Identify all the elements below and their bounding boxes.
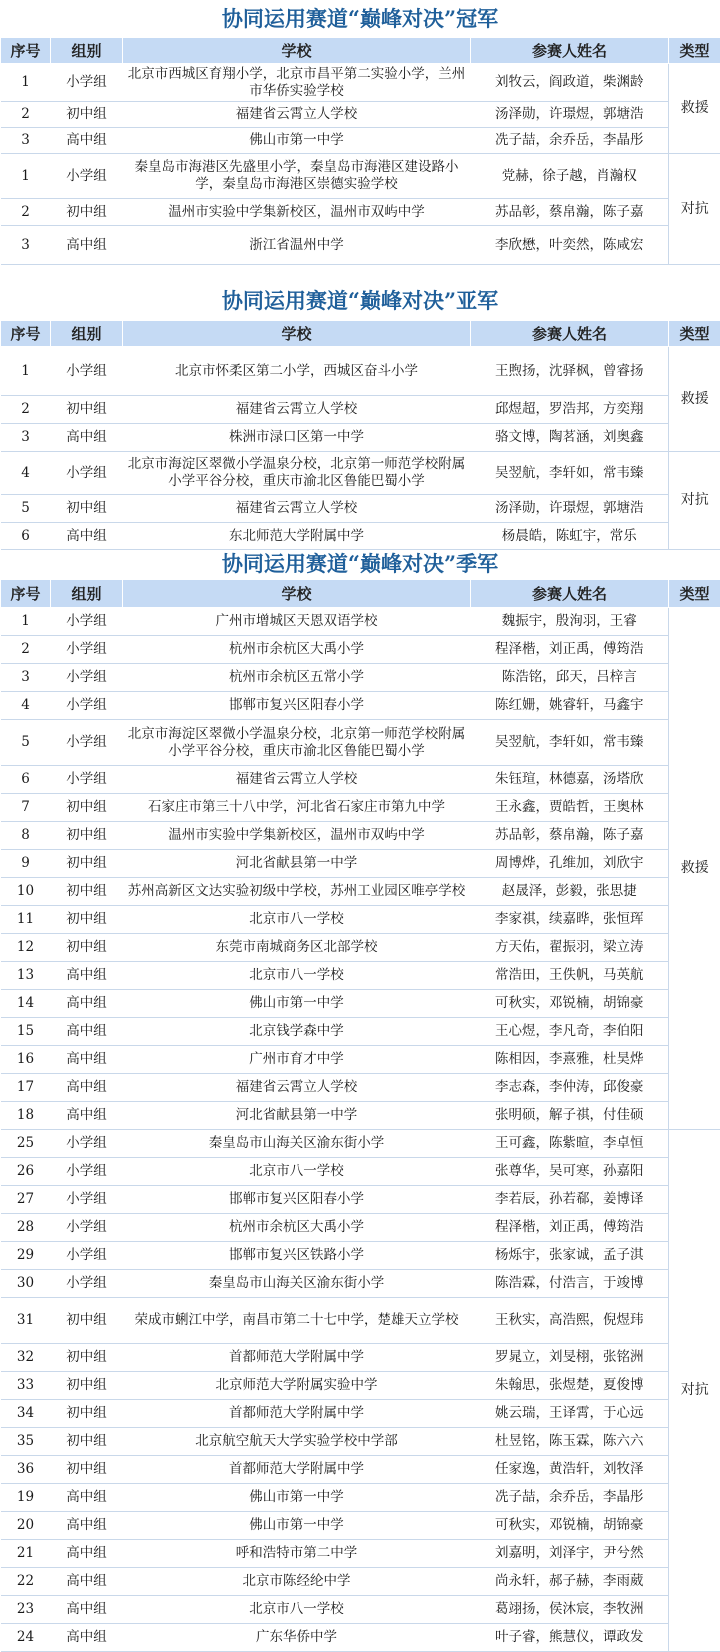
row-index: 29 (1, 1242, 51, 1270)
row-index: 10 (1, 878, 51, 906)
row-school: 福建省云霄立人学校 (123, 102, 471, 128)
row-index: 20 (1, 1512, 51, 1540)
row-group: 小学组 (51, 1214, 123, 1242)
row-index: 23 (1, 1596, 51, 1624)
row-index: 3 (1, 128, 51, 154)
row-group: 初中组 (51, 495, 123, 523)
table-row (1, 1018, 720, 1046)
header-group: 组别 (51, 580, 123, 608)
type-confrontation: 对抗 (669, 1130, 720, 1652)
row-school: 广东华侨中学 (123, 1624, 471, 1652)
row-participants: 王心煜，李凡奇，李伯阳 (471, 1018, 669, 1046)
row-school: 石家庄市第三十八中学，河北省石家庄市第九中学 (123, 794, 471, 822)
section-title: 协同运用赛道“巅峰对决”亚军 (0, 282, 720, 320)
header-school: 学校 (123, 580, 471, 608)
row-group: 小学组 (51, 1130, 123, 1158)
table-row (1, 1372, 720, 1400)
table-row (1, 692, 720, 720)
row-index: 22 (1, 1568, 51, 1596)
row-school: 北京市海淀区翠微小学温泉分校，北京第一师范学校附属小学平谷分校，重庆市渝北区鲁能巴蜀小学 (123, 452, 471, 495)
row-index: 1 (1, 154, 51, 199)
row-school: 佛山市第一中学 (123, 1484, 471, 1512)
row-index: 1 (1, 347, 51, 396)
table-row (1, 1624, 720, 1652)
row-group: 高中组 (51, 962, 123, 990)
table-row (1, 1456, 720, 1484)
row-participants: 叶子睿，熊慧仪，谭政发 (471, 1624, 669, 1652)
row-index: 27 (1, 1186, 51, 1214)
row-index: 3 (1, 226, 51, 265)
row-participants: 王可鑫，陈紫暄，李卓恒 (471, 1130, 669, 1158)
row-index: 6 (1, 523, 51, 550)
header-group: 组别 (51, 321, 123, 347)
row-school: 浙江省温州中学 (123, 226, 471, 265)
row-group: 初中组 (51, 850, 123, 878)
row-participants: 周博烨，孔维加，刘欣宇 (471, 850, 669, 878)
row-index: 36 (1, 1456, 51, 1484)
type-confrontation: 对抗 (669, 452, 720, 550)
row-group: 小学组 (51, 1242, 123, 1270)
row-participants: 朱钰瑄，林德嘉，汤塔欣 (471, 766, 669, 794)
table-row (1, 1158, 720, 1186)
row-group: 初中组 (51, 199, 123, 226)
row-school: 广州市育才中学 (123, 1046, 471, 1074)
row-group: 高中组 (51, 128, 123, 154)
row-school: 首都师范大学附属中学 (123, 1400, 471, 1428)
row-participants: 王秋实，高浩熙，倪煜玮 (471, 1298, 669, 1344)
section-title: 协同运用赛道“巅峰对决”冠军 (0, 0, 720, 37)
row-school: 秦皇岛市山海关区渝东街小学 (123, 1130, 471, 1158)
row-index: 3 (1, 424, 51, 452)
row-group: 初中组 (51, 1428, 123, 1456)
header-participants: 参赛人姓名 (471, 38, 669, 64)
row-index: 7 (1, 794, 51, 822)
row-group: 高中组 (51, 424, 123, 452)
row-index: 32 (1, 1344, 51, 1372)
row-participants: 王永鑫，贾皓哲，王奥林 (471, 794, 669, 822)
row-school: 福建省云霄立人学校 (123, 396, 471, 424)
row-group: 初中组 (51, 1456, 123, 1484)
type-rescue: 救援 (669, 608, 720, 1130)
row-participants: 苏品彰，蔡帛瀚，陈子嘉 (471, 822, 669, 850)
row-participants: 可秋实，邓锐楠，胡锦豪 (471, 1512, 669, 1540)
table-row (1, 1428, 720, 1456)
row-group: 高中组 (51, 1568, 123, 1596)
row-group: 小学组 (51, 1186, 123, 1214)
row-index: 25 (1, 1130, 51, 1158)
row-participants: 刘嘉明，刘泽宇，尹兮然 (471, 1540, 669, 1568)
table-row (1, 1046, 720, 1074)
row-index: 2 (1, 636, 51, 664)
row-school: 首都师范大学附属中学 (123, 1344, 471, 1372)
row-school: 秦皇岛市山海关区渝东街小学 (123, 1270, 471, 1298)
row-school: 北京市怀柔区第二小学，西城区奋斗小学 (123, 347, 471, 396)
header-index: 序号 (1, 38, 51, 64)
row-participants: 陈红姗，姚睿轩，马鑫宇 (471, 692, 669, 720)
row-index: 4 (1, 452, 51, 495)
table-row (1, 906, 720, 934)
row-index: 6 (1, 766, 51, 794)
row-index: 4 (1, 692, 51, 720)
row-group: 小学组 (51, 452, 123, 495)
row-group: 高中组 (51, 990, 123, 1018)
table-row (1, 452, 720, 495)
row-participants: 葛翊扬，侯沐宸，李牧洲 (471, 1596, 669, 1624)
table-row (1, 1270, 720, 1298)
table-row (1, 1102, 720, 1130)
row-participants: 张明硕，解子祺，付佳硕 (471, 1102, 669, 1130)
row-participants: 苏品彰，蔡帛瀚，陈子嘉 (471, 199, 669, 226)
row-participants: 常浩田，王佚帆，马英航 (471, 962, 669, 990)
header-school: 学校 (123, 38, 471, 64)
header-type: 类型 (669, 321, 720, 347)
row-school: 北京市八一学校 (123, 962, 471, 990)
header-group: 组别 (51, 38, 123, 64)
table-row (1, 636, 720, 664)
row-participants: 魏振宇，殷洵羽，王睿 (471, 608, 669, 636)
table-header-row (1, 580, 720, 608)
table-row (1, 102, 720, 128)
row-participants: 张尊华，吴可寒，孙嘉阳 (471, 1158, 669, 1186)
row-school: 佛山市第一中学 (123, 1512, 471, 1540)
table-row (1, 608, 720, 636)
row-school: 河北省献县第一中学 (123, 850, 471, 878)
row-school: 北京航空航天大学实验学校中学部 (123, 1428, 471, 1456)
row-school: 北京市陈经纶中学 (123, 1568, 471, 1596)
row-group: 初中组 (51, 822, 123, 850)
row-school: 北京市西城区育翔小学，北京市昌平第二实验小学，兰州市华侨实验学校 (123, 64, 471, 102)
row-school: 东北师范大学附属中学 (123, 523, 471, 550)
row-school: 温州市实验中学集新校区，温州市双屿中学 (123, 199, 471, 226)
type-rescue: 救援 (669, 347, 720, 452)
row-school: 河北省献县第一中学 (123, 1102, 471, 1130)
row-participants: 姚云瑞，王译霄，于心远 (471, 1400, 669, 1428)
row-participants: 任家逸，黄浩轩，刘牧泽 (471, 1456, 669, 1484)
row-group: 初中组 (51, 934, 123, 962)
table-row (1, 1568, 720, 1596)
table-row (1, 990, 720, 1018)
results-table (0, 37, 720, 265)
row-group: 小学组 (51, 692, 123, 720)
header-index: 序号 (1, 321, 51, 347)
header-participants: 参赛人姓名 (471, 580, 669, 608)
row-group: 初中组 (51, 1372, 123, 1400)
row-participants: 陈相因，李熹雅，杜昊烨 (471, 1046, 669, 1074)
row-group: 小学组 (51, 1270, 123, 1298)
row-school: 荣成市蜊江中学，南昌市第二十七中学，楚雄天立学校 (123, 1298, 471, 1344)
row-index: 2 (1, 199, 51, 226)
row-index: 8 (1, 822, 51, 850)
table-row (1, 822, 720, 850)
table-row (1, 720, 720, 766)
table-row (1, 934, 720, 962)
row-school: 北京市八一学校 (123, 1596, 471, 1624)
row-index: 14 (1, 990, 51, 1018)
row-participants: 李志森，李仲涛，邱俊豪 (471, 1074, 669, 1102)
row-group: 小学组 (51, 766, 123, 794)
row-group: 高中组 (51, 1074, 123, 1102)
row-participants: 邱煜超，罗浩邦，方奕翔 (471, 396, 669, 424)
row-school: 株洲市渌口区第一中学 (123, 424, 471, 452)
row-group: 小学组 (51, 64, 123, 102)
row-participants: 王煦扬，沈驿枫，曾睿扬 (471, 347, 669, 396)
table-row (1, 1596, 720, 1624)
row-group: 初中组 (51, 1344, 123, 1372)
row-participants: 冼子喆，余乔岳，李晶彤 (471, 128, 669, 154)
row-group: 高中组 (51, 1046, 123, 1074)
row-group: 高中组 (51, 1596, 123, 1624)
row-participants: 李若辰，孙若郗，姜博译 (471, 1186, 669, 1214)
row-index: 28 (1, 1214, 51, 1242)
table-row (1, 226, 720, 265)
row-index: 12 (1, 934, 51, 962)
row-participants: 赵晟泽，彭毅，张思捷 (471, 878, 669, 906)
row-index: 24 (1, 1624, 51, 1652)
row-participants: 尚永轩，郝子赫，李雨葳 (471, 1568, 669, 1596)
table-row (1, 878, 720, 906)
row-index: 26 (1, 1158, 51, 1186)
table-row (1, 523, 720, 550)
table-row (1, 664, 720, 692)
table-row (1, 424, 720, 452)
row-school: 杭州市余杭区大禹小学 (123, 1214, 471, 1242)
table-row (1, 1186, 720, 1214)
table-row (1, 396, 720, 424)
row-group: 小学组 (51, 664, 123, 692)
table-row (1, 962, 720, 990)
table-row (1, 1344, 720, 1372)
row-school: 东莞市南城商务区北部学校 (123, 934, 471, 962)
results-table (0, 579, 720, 1652)
header-type: 类型 (669, 38, 720, 64)
header-participants: 参赛人姓名 (471, 321, 669, 347)
row-group: 初中组 (51, 396, 123, 424)
row-participants: 方天佑，翟振羽，梁立涛 (471, 934, 669, 962)
row-index: 1 (1, 64, 51, 102)
results-table (0, 320, 720, 550)
row-group: 初中组 (51, 794, 123, 822)
row-index: 30 (1, 1270, 51, 1298)
table-row (1, 1242, 720, 1270)
row-index: 1 (1, 608, 51, 636)
row-group: 高中组 (51, 1018, 123, 1046)
table-row (1, 850, 720, 878)
table-row (1, 1512, 720, 1540)
row-index: 13 (1, 962, 51, 990)
row-participants: 可秋实，邓锐楠，胡锦豪 (471, 990, 669, 1018)
row-index: 9 (1, 850, 51, 878)
table-row (1, 1298, 720, 1344)
row-school: 首都师范大学附属中学 (123, 1456, 471, 1484)
row-participants: 杜昱铭，陈玉霖，陈六六 (471, 1428, 669, 1456)
table-row (1, 128, 720, 154)
row-group: 高中组 (51, 226, 123, 265)
row-participants: 李家祺，续嘉晔，张恒珲 (471, 906, 669, 934)
row-school: 广州市增城区天恩双语学校 (123, 608, 471, 636)
row-participants: 程泽楷，刘正禹，傅筠浩 (471, 636, 669, 664)
row-participants: 朱翰思，张煜楚，夏俊博 (471, 1372, 669, 1400)
header-school: 学校 (123, 321, 471, 347)
row-participants: 吴翌航，李轩如，常韦臻 (471, 720, 669, 766)
row-group: 小学组 (51, 636, 123, 664)
table-header-row (1, 38, 720, 64)
row-participants: 骆文博，陶茗涵，刘奥鑫 (471, 424, 669, 452)
row-index: 35 (1, 1428, 51, 1456)
row-school: 福建省云霄立人学校 (123, 766, 471, 794)
row-participants: 杨晨皓，陈虹宇，常乐 (471, 523, 669, 550)
table-row (1, 64, 720, 102)
row-school: 温州市实验中学集新校区，温州市双屿中学 (123, 822, 471, 850)
row-school: 北京市八一学校 (123, 1158, 471, 1186)
row-school: 杭州市余杭区五常小学 (123, 664, 471, 692)
row-group: 高中组 (51, 1484, 123, 1512)
row-school: 杭州市余杭区大禹小学 (123, 636, 471, 664)
row-group: 小学组 (51, 347, 123, 396)
row-participants: 吴翌航，李轩如，常韦臻 (471, 452, 669, 495)
row-school: 佛山市第一中学 (123, 128, 471, 154)
table-row (1, 1214, 720, 1242)
row-school: 秦皇岛市海港区先盛里小学，秦皇岛市海港区建设路小学，秦皇岛市海港区崇德实验学校 (123, 154, 471, 199)
table-row (1, 154, 720, 199)
row-participants: 程泽楷，刘正禹，傅筠浩 (471, 1214, 669, 1242)
table-row (1, 794, 720, 822)
table-row (1, 347, 720, 396)
row-index: 5 (1, 720, 51, 766)
row-index: 31 (1, 1298, 51, 1344)
row-group: 高中组 (51, 523, 123, 550)
row-index: 2 (1, 396, 51, 424)
row-index: 17 (1, 1074, 51, 1102)
table-row (1, 1400, 720, 1428)
row-school: 佛山市第一中学 (123, 990, 471, 1018)
row-school: 呼和浩特市第二中学 (123, 1540, 471, 1568)
row-participants: 杨烁宇，张家诚，孟子淇 (471, 1242, 669, 1270)
row-participants: 刘牧云，阎政道，柴渊龄 (471, 64, 669, 102)
type-confrontation: 对抗 (669, 154, 720, 265)
row-participants: 罗晁立，刘旻栩，张铭洲 (471, 1344, 669, 1372)
row-group: 初中组 (51, 1298, 123, 1344)
row-participants: 冼子喆，余乔岳，李晶彤 (471, 1484, 669, 1512)
row-school: 福建省云霄立人学校 (123, 495, 471, 523)
table-row (1, 1074, 720, 1102)
row-school: 北京钱学森中学 (123, 1018, 471, 1046)
row-index: 5 (1, 495, 51, 523)
row-school: 北京师范大学附属实验中学 (123, 1372, 471, 1400)
row-index: 21 (1, 1540, 51, 1568)
row-group: 小学组 (51, 608, 123, 636)
section-title: 协同运用赛道“巅峰对决”季军 (0, 548, 720, 579)
table-row (1, 199, 720, 226)
row-index: 33 (1, 1372, 51, 1400)
row-participants: 陈浩铭，邱天，吕梓言 (471, 664, 669, 692)
row-group: 高中组 (51, 1624, 123, 1652)
table-header-row (1, 321, 720, 347)
row-school: 北京市八一学校 (123, 906, 471, 934)
row-index: 3 (1, 664, 51, 692)
row-group: 初中组 (51, 102, 123, 128)
table-row (1, 766, 720, 794)
table-row (1, 1484, 720, 1512)
row-participants: 汤泽勋，许璟煜，郭塘浩 (471, 495, 669, 523)
row-index: 15 (1, 1018, 51, 1046)
header-index: 序号 (1, 580, 51, 608)
row-participants: 陈浩霖，付浩言，于竣博 (471, 1270, 669, 1298)
table-row (1, 1130, 720, 1158)
row-participants: 汤泽勋，许璟煜，郭塘浩 (471, 102, 669, 128)
row-index: 16 (1, 1046, 51, 1074)
row-index: 11 (1, 906, 51, 934)
row-index: 19 (1, 1484, 51, 1512)
row-index: 2 (1, 102, 51, 128)
row-group: 高中组 (51, 1540, 123, 1568)
row-school: 邯郸市复兴区阳春小学 (123, 1186, 471, 1214)
row-school: 福建省云霄立人学校 (123, 1074, 471, 1102)
row-school: 邯郸市复兴区铁路小学 (123, 1242, 471, 1270)
row-participants: 党赫，徐子越，肖瀚权 (471, 154, 669, 199)
row-group: 小学组 (51, 154, 123, 199)
row-group: 初中组 (51, 1400, 123, 1428)
row-group: 初中组 (51, 906, 123, 934)
row-group: 初中组 (51, 878, 123, 906)
type-rescue: 救援 (669, 64, 720, 154)
row-school: 苏州高新区文达实验初级中学校，苏州工业园区唯亭学校 (123, 878, 471, 906)
row-group: 高中组 (51, 1102, 123, 1130)
table-row (1, 1540, 720, 1568)
row-group: 高中组 (51, 1512, 123, 1540)
row-index: 18 (1, 1102, 51, 1130)
row-school: 北京市海淀区翠微小学温泉分校，北京第一师范学校附属小学平谷分校，重庆市渝北区鲁能巴蜀小学 (123, 720, 471, 766)
table-row (1, 495, 720, 523)
header-type: 类型 (669, 580, 720, 608)
row-index: 34 (1, 1400, 51, 1428)
row-group: 小学组 (51, 720, 123, 766)
row-group: 小学组 (51, 1158, 123, 1186)
row-participants: 李欣懋，叶奕然，陈咸宏 (471, 226, 669, 265)
row-school: 邯郸市复兴区阳春小学 (123, 692, 471, 720)
